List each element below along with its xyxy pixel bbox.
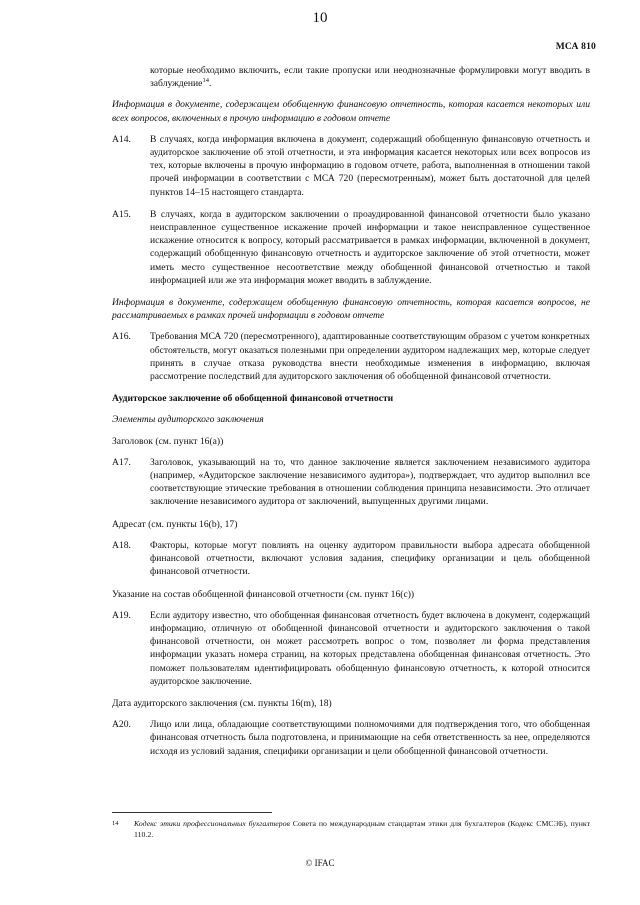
heading-info-not-related-to-other-info: Информация в документе, содержащем обобщенную финансовую отчетность, которая касается вопросов, не рассматриваемых в рамках прочей информации в годовом отчете — [112, 297, 590, 322]
paragraph-a15 — [112, 208, 590, 287]
subheading-report-elements: Элементы аудиторского заключения — [112, 414, 264, 426]
section-heading-auditor-report: Аудиторское заключение об обобщенной финансовой отчетности — [112, 393, 394, 405]
paragraph-number: A20. — [112, 719, 131, 731]
footnote-divider — [112, 812, 272, 813]
paragraph-number: A14. — [112, 133, 131, 145]
paragraph-text: В случаях, когда в аудиторском заключении о проаудированной финансовой отчетности было указано неисправленное существенное искажение прочей информации и такое неисправленное существенное искажение относится к вопросу, который рассматривается в рамках информации, включенной в документ, содержащий обобщенную финансовую отчетность и аудиторское заключение об этой отчетности, может иметь место существенное несоответствие между обобщенной финансовой отчетностью и такой информацией или же эта информация может вводить в заблуждение. — [150, 208, 590, 286]
paragraph-a20 — [112, 718, 590, 758]
footnote-body: Совета по международным стандартам этики для бухгалтеров (Кодекс СМСЭБ), пункт 110.2. — [134, 819, 590, 839]
continuation-end: . — [208, 78, 212, 90]
footnote-text — [134, 818, 590, 840]
paragraph-text: Заголовок, указывающий на то, что данное заключение является заключением независимого аудитора (например, «Аудиторское заключение независимого аудитора»), подтверждает, что аудитор выполнил все соответствующие этические требования в отношении соблюдения принципа независимости. Это отличает заключение независимого аудитора от заключений, выпущенных другими лицами. — [150, 456, 590, 508]
footnote-number: 14 — [112, 820, 119, 827]
copyright-footer: © IFAC — [305, 858, 335, 868]
paragraph-number: A19. — [112, 609, 131, 621]
paragraph-a18 — [112, 539, 590, 579]
page-content — [112, 64, 590, 767]
page-number: 10 — [312, 10, 328, 26]
paragraph-a19 — [112, 609, 590, 688]
paragraph-text: В случаях, когда информация включена в документ, содержащий обобщенную финансовую отчетность и аудиторское заключение об этой отчетности, и эта информация касается некоторых или всех вопросов из тех, которые включены в прочую информацию в годовом отчете, работа, выполненная в отношении такой прочей информации в соответствии с МСА 720 (пересмотренным), может быть достаточной для целей пунктов 14–15 настоящего стандарта. — [150, 133, 590, 198]
paragraph-a16 — [112, 330, 590, 383]
footnote-ref-14[interactable]: 14 — [202, 77, 209, 85]
paragraph-text: Факторы, которые могут повлиять на оценку аудитором правильности выбора адресата обобщенной финансовой отчетности, включают условия задания, специфику организации и цель обобщенной финансовой отчетности. — [150, 539, 590, 578]
heading-title: Заголовок (см. пункт 16(a)) — [112, 435, 224, 447]
paragraph-a14 — [112, 133, 590, 199]
heading-report-date: Дата аудиторского заключения (см. пункты 16(m), 18) — [112, 697, 332, 709]
paragraph-number: A16. — [112, 331, 131, 343]
paragraph-number: A18. — [112, 539, 131, 551]
paragraph-text: Лицо или лица, обладающие соответствующими полномочиями для подтверждения того, что обобщенная финансовая отчетность была подготовлена, и принимающие на себя ответственность за нее, определяются исходя из условий задания, специфики организации и цели обобщенной финансовой отчетности. — [150, 719, 590, 757]
paragraph-number: A15. — [112, 208, 131, 220]
continuation-text: которые необходимо включить, если такие пропуски или неоднозначные формулировки могут вводить в заблуждение — [150, 65, 590, 90]
paragraph-a17 — [112, 456, 590, 509]
heading-info-related-to-other-info: Информация в документе, содержащем обобщенную финансовую отчетность, которая касается некоторых или всех вопросов, включенных в прочую информацию в годовом отчете — [112, 99, 590, 124]
footnote-italic-title: Кодекс этики профессиональных бухгалтеров — [134, 819, 290, 828]
standard-reference: МСА 810 — [555, 42, 596, 52]
footnote-14 — [112, 818, 590, 840]
heading-addressee: Адресат (см. пункты 16(b), 17) — [112, 518, 238, 530]
paragraph-text: Если аудитору известно, что обобщенная финансовая отчетность будет включена в документ, содержащий информацию, отличную от обобщенной финансовой отчетности и аудиторского заключения о такой финансовой отчетности, он может рассмотреть вопрос о том, позволяет ли форма представления информации указать номера страниц, на которых представлена обобщенная финансовая отчетность. Это поможет пользователям идентифицировать обобщенную финансовую отчетность, к которой относится аудиторское заключение. — [150, 609, 590, 687]
heading-identification: Указание на состав обобщенной финансовой отчетности (см. пункт 16(c)) — [112, 588, 415, 600]
paragraph-number: A17. — [112, 456, 131, 468]
paragraph-text: Требования МСА 720 (пересмотренного), адаптированные соответствующим образом с учетом конкретных обстоятельств, могут оказаться полезными при определении аудитором надлежащих мер, которые следует принять в случае отказа руководства внести необходимые изменения в информацию, включая рассмотрение последствий для аудиторского заключения об обобщенной финансовой отчетности. — [150, 331, 590, 383]
continuation-paragraph — [150, 64, 590, 90]
